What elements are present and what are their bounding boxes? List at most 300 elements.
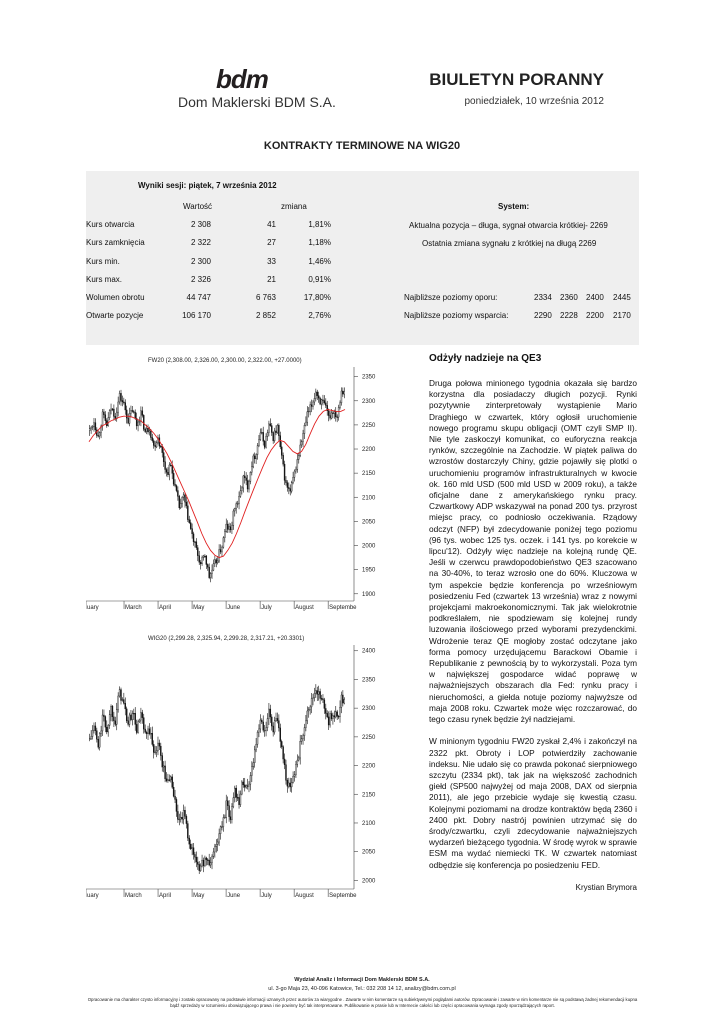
y-tick-label: 2250 bbox=[362, 734, 376, 741]
candle-body bbox=[214, 846, 215, 852]
resistance-value: 2445 bbox=[613, 293, 631, 302]
candle-body bbox=[331, 714, 332, 719]
y-tick-label: 2100 bbox=[362, 495, 376, 502]
candle-body bbox=[268, 709, 269, 719]
candle-body bbox=[109, 410, 110, 417]
x-tick-label: uary bbox=[87, 605, 99, 611]
bulletin-date: poniedziałek, 10 września 2012 bbox=[464, 96, 604, 107]
resistance-label: Najbliższe poziomy oporu: bbox=[404, 293, 498, 302]
candle-body bbox=[172, 465, 173, 473]
candle-body bbox=[231, 525, 232, 529]
candle-body bbox=[335, 712, 336, 717]
candle-body bbox=[283, 747, 284, 759]
results-cell-value: 2 326 bbox=[190, 275, 211, 284]
x-tick-label: May bbox=[193, 605, 205, 611]
candle-body bbox=[244, 785, 245, 787]
chart-svg bbox=[86, 631, 378, 911]
candle-body bbox=[156, 443, 157, 447]
candle-body bbox=[156, 750, 157, 752]
candle-body bbox=[230, 817, 231, 820]
candle-body bbox=[196, 542, 197, 548]
wig20-chart bbox=[86, 631, 378, 911]
candle-body bbox=[293, 477, 294, 482]
bulletin-title: BIULETYN PORANNY bbox=[429, 70, 604, 89]
candle-body bbox=[203, 556, 204, 557]
candle-body bbox=[258, 729, 259, 732]
candle-body bbox=[344, 391, 345, 394]
candle-body bbox=[196, 857, 197, 862]
candle-body bbox=[89, 739, 90, 740]
candle-body bbox=[283, 455, 284, 464]
results-cell-change: 2 852 bbox=[255, 311, 276, 320]
x-tick-label: March bbox=[125, 893, 142, 899]
company-logo bbox=[178, 64, 336, 114]
candle-body bbox=[216, 560, 217, 563]
candle-body bbox=[244, 476, 245, 478]
candle-body bbox=[288, 487, 289, 488]
results-cell-pct: 1,18% bbox=[308, 238, 331, 247]
column-header-value: Wartość bbox=[183, 202, 213, 211]
candle-body bbox=[155, 752, 156, 753]
candle-body bbox=[303, 434, 304, 442]
candle-body bbox=[284, 759, 285, 765]
candle-body bbox=[280, 436, 281, 447]
candle-body bbox=[287, 780, 288, 786]
candle-body bbox=[93, 423, 94, 427]
candle-body bbox=[133, 713, 134, 714]
candle-body bbox=[194, 854, 195, 857]
candle-body bbox=[250, 776, 251, 785]
candle-body bbox=[261, 720, 262, 722]
candle-body bbox=[118, 696, 119, 710]
candle-body bbox=[224, 531, 225, 537]
candle-body bbox=[236, 788, 237, 797]
candle-body bbox=[172, 777, 173, 787]
candle-body bbox=[103, 412, 104, 415]
candle-body bbox=[202, 860, 203, 866]
candle-body bbox=[304, 728, 305, 736]
candle-body bbox=[233, 511, 234, 525]
article-paragraph: W minionym tygodniu FW20 zyskał 2,4% i zakończył na 2322 pkt. Obroty i LOP potwierdziły zachowanie indeksu. Nie udało się co prawda pokonać sierpniowego szczytu (2334 pkt), tak jak na większość zachodnich giełd (SP500 najwyżej od maja 2008, DAX od sierpnia 2011), ale jego przebicie wydaje się kwestią czasu. Kolejnymi poziomami na drodze kontraktów będą 2360 i 2400 pkt. Dobry nastrój powinien utrzymać się do środy/czwartku, czyli zdecydowanie najważniejszych wydarzeń bieżącego tygodnia. W środę wyrok w sprawie ESM ma wydać niemiecki TK. W czwartek natomiast odbędzie się konferencja po posiedzeniu FED. bbox=[429, 736, 637, 870]
candle-body bbox=[278, 721, 279, 728]
candle-body bbox=[209, 567, 210, 578]
candle-body bbox=[268, 424, 269, 433]
candle-body bbox=[307, 711, 308, 721]
candle-body bbox=[165, 462, 166, 470]
y-tick-label: 2000 bbox=[362, 878, 376, 885]
candle-body bbox=[185, 810, 186, 816]
footer-disclaimer: Opracowanie ma charakter czysto informacyjny i zostało opracowany na podstawie informacji uznanych przez autorów za wiarygodne . Zawarte w nim komentarze są subiektywnymi poglądami autorów. Opracowanie i zawarte w nim komentarze nie są podstawą żadnej rekomendacji kupna bądź sprzedaży w rozumieniu obowiązującego prawa i nie powinny być tak interpretowane. Publikowanie w prasie lub w Internecie całości lub części opracowania wymaga zgody sporządzających raport. bbox=[87, 997, 638, 1008]
results-cell-change: 27 bbox=[267, 238, 276, 247]
candle-body bbox=[224, 817, 225, 818]
candle-body bbox=[288, 783, 289, 786]
candle-body bbox=[264, 441, 265, 447]
candle-body bbox=[175, 484, 176, 485]
candle-body bbox=[223, 538, 224, 547]
x-tick-label: June bbox=[227, 893, 241, 899]
candle-body bbox=[270, 709, 271, 717]
candle-body bbox=[337, 417, 338, 418]
results-heading: Wyniki sesji: piątek, 7 września 2012 bbox=[138, 181, 277, 190]
article-title: Odżyły nadzieje na QE3 bbox=[429, 353, 542, 364]
candle-body bbox=[209, 860, 210, 865]
candle-body bbox=[264, 730, 265, 731]
chart-svg bbox=[86, 353, 378, 623]
candle-body bbox=[169, 465, 170, 475]
candle-body bbox=[311, 698, 312, 706]
candle-body bbox=[152, 733, 153, 744]
y-tick-label: 2200 bbox=[362, 763, 376, 770]
candle-body bbox=[253, 456, 254, 467]
candle-body bbox=[318, 691, 319, 694]
candle-body bbox=[227, 801, 228, 806]
candle-body bbox=[102, 715, 103, 731]
candle-body bbox=[177, 491, 178, 497]
candle-body bbox=[303, 736, 304, 739]
candle-body bbox=[276, 718, 277, 720]
candle-body bbox=[140, 411, 141, 421]
candle-body bbox=[300, 445, 301, 455]
candle-body bbox=[145, 429, 146, 431]
section-title: KONTRAKTY TERMINOWE NA WIG20 bbox=[263, 140, 461, 152]
candle-body bbox=[130, 411, 131, 414]
candle-body bbox=[287, 483, 288, 488]
candle-body bbox=[106, 727, 107, 732]
y-tick-label: 2050 bbox=[362, 519, 376, 526]
candle-body bbox=[102, 412, 103, 426]
chart-title: FW20 (2,308.00, 2,326.00, 2,300.00, 2,322.00, +27.0000) bbox=[148, 358, 302, 364]
candle-body bbox=[220, 550, 221, 552]
candle-body bbox=[135, 412, 136, 418]
candle-body bbox=[132, 411, 133, 412]
results-cell-change: 33 bbox=[267, 257, 276, 266]
candle-body bbox=[320, 691, 321, 698]
candle-body bbox=[101, 731, 102, 733]
candle-body bbox=[138, 722, 139, 733]
candle-body bbox=[341, 695, 342, 707]
results-cell-change: 21 bbox=[267, 275, 276, 284]
candle-body bbox=[294, 775, 295, 776]
candle-body bbox=[122, 700, 123, 701]
candle-body bbox=[301, 442, 302, 445]
fw20-chart bbox=[86, 353, 378, 623]
candle-body bbox=[125, 403, 126, 410]
candle-body bbox=[295, 469, 296, 471]
candle-body bbox=[219, 834, 220, 842]
candle-body bbox=[99, 733, 100, 747]
candle-body bbox=[212, 570, 213, 573]
chart-title: WIG20 (2,299.28, 2,325.94, 2,299.28, 2,317.21, +20.3301) bbox=[148, 636, 305, 642]
candle-body bbox=[241, 782, 242, 794]
candle-body bbox=[183, 810, 184, 819]
candle-body bbox=[226, 524, 227, 531]
candle-body bbox=[204, 858, 205, 866]
candle-body bbox=[125, 703, 126, 709]
candle-body bbox=[277, 718, 278, 720]
candle-body bbox=[128, 418, 129, 423]
candle-body bbox=[318, 396, 319, 398]
candle-body bbox=[270, 424, 271, 426]
candle-body bbox=[322, 699, 323, 700]
candle-body bbox=[89, 429, 90, 431]
candle-body bbox=[91, 427, 92, 429]
candle-body bbox=[263, 722, 264, 730]
candle-body bbox=[91, 736, 92, 738]
candle-body bbox=[193, 848, 194, 855]
candle-body bbox=[324, 401, 325, 403]
candle-body bbox=[99, 433, 100, 436]
candle-body bbox=[254, 750, 255, 763]
candle-body bbox=[298, 455, 299, 459]
candle-body bbox=[202, 557, 203, 563]
candle-body bbox=[281, 447, 282, 455]
candle-body bbox=[274, 721, 275, 732]
candle-body bbox=[243, 782, 244, 785]
candle-body bbox=[142, 411, 143, 416]
candle-body bbox=[189, 520, 190, 523]
candle-body bbox=[260, 720, 261, 729]
candle-body bbox=[267, 433, 268, 437]
candle-body bbox=[331, 413, 332, 418]
candle-body bbox=[123, 402, 124, 403]
candle-body bbox=[219, 550, 220, 561]
candle-body bbox=[314, 693, 315, 698]
y-tick-label: 2050 bbox=[362, 849, 376, 856]
candle-body bbox=[231, 807, 232, 820]
candle-body bbox=[305, 422, 306, 425]
candle-body bbox=[111, 409, 112, 410]
candle-body bbox=[258, 440, 259, 446]
candle-body bbox=[311, 405, 312, 407]
candle-body bbox=[266, 728, 267, 730]
candle-body bbox=[121, 690, 122, 701]
candle-body bbox=[108, 725, 109, 732]
candle-body bbox=[290, 783, 291, 787]
resistance-value: 2334 bbox=[534, 293, 552, 302]
candle-body bbox=[167, 472, 168, 475]
candle-body bbox=[140, 713, 141, 720]
candle-body bbox=[325, 403, 326, 406]
candle-body bbox=[157, 743, 158, 750]
candle-body bbox=[276, 431, 277, 433]
candle-body bbox=[324, 700, 325, 709]
candle-body bbox=[221, 547, 222, 552]
candle-body bbox=[322, 400, 323, 401]
candle-body bbox=[105, 717, 106, 727]
candle-body bbox=[207, 564, 208, 567]
candle-body bbox=[266, 436, 267, 447]
candle-body bbox=[257, 446, 258, 455]
y-tick-label: 2300 bbox=[362, 706, 376, 713]
candle-body bbox=[95, 423, 96, 430]
x-tick-label: August bbox=[295, 893, 314, 899]
candle-body bbox=[200, 562, 201, 564]
candle-body bbox=[146, 732, 147, 734]
candle-body bbox=[92, 426, 93, 427]
candle-body bbox=[203, 860, 204, 866]
candle-body bbox=[249, 481, 250, 489]
y-tick-label: 2350 bbox=[362, 677, 376, 684]
candle-body bbox=[321, 400, 322, 404]
candle-body bbox=[338, 407, 339, 417]
x-tick-label: March bbox=[125, 605, 142, 611]
candle-body bbox=[341, 391, 342, 403]
candle-body bbox=[294, 471, 295, 477]
candle-body bbox=[92, 730, 93, 736]
candle-body bbox=[301, 739, 302, 742]
candle-body bbox=[121, 393, 122, 400]
candle-body bbox=[98, 739, 99, 747]
candle-body bbox=[220, 827, 221, 834]
candle-body bbox=[126, 410, 127, 418]
candle-body bbox=[145, 729, 146, 732]
candle-body bbox=[199, 556, 200, 563]
candle-body bbox=[240, 491, 241, 497]
candle-body bbox=[103, 715, 104, 717]
candle-body bbox=[308, 411, 309, 412]
candle-body bbox=[308, 710, 309, 711]
candle-body bbox=[116, 710, 117, 725]
candle-body bbox=[132, 714, 133, 720]
candle-body bbox=[170, 777, 171, 780]
candle-body bbox=[96, 731, 97, 740]
candle-body bbox=[190, 523, 191, 529]
candle-body bbox=[317, 691, 318, 695]
candle-body bbox=[173, 473, 174, 484]
candle-body bbox=[234, 509, 235, 511]
candle-body bbox=[160, 746, 161, 755]
candle-body bbox=[98, 435, 99, 436]
candle-body bbox=[263, 432, 264, 441]
candle-body bbox=[340, 707, 341, 716]
results-cell-value: 44 747 bbox=[186, 293, 211, 302]
candle-body bbox=[173, 787, 174, 796]
candle-body bbox=[162, 756, 163, 767]
candle-body bbox=[200, 866, 201, 871]
candle-body bbox=[113, 717, 114, 721]
candle-body bbox=[162, 446, 163, 452]
candle-body bbox=[257, 732, 258, 744]
candle-body bbox=[199, 864, 200, 870]
results-cell-change: 6 763 bbox=[255, 293, 276, 302]
candle-body bbox=[277, 425, 278, 433]
candle-body bbox=[285, 765, 286, 781]
candle-body bbox=[187, 824, 188, 838]
candle-body bbox=[330, 714, 331, 725]
candle-body bbox=[274, 431, 275, 441]
y-tick-label: 2200 bbox=[362, 447, 376, 454]
y-tick-label: 2250 bbox=[362, 422, 376, 429]
candle-body bbox=[182, 497, 183, 503]
candle-body bbox=[176, 486, 177, 491]
candle-body bbox=[330, 416, 331, 419]
candle-body bbox=[249, 784, 250, 786]
candle-body bbox=[143, 718, 144, 729]
candle-body bbox=[223, 818, 224, 827]
candle-body bbox=[321, 698, 322, 699]
candle-body bbox=[126, 709, 127, 721]
candle-body bbox=[93, 726, 94, 730]
resistance-value: 2400 bbox=[586, 293, 604, 302]
candle-body bbox=[260, 433, 261, 440]
footer-address: ul. 3-go Maja 23, 40-096 Katowice, Tel.: 032 208 14 12, analizy@bdm.com.pl bbox=[268, 986, 456, 992]
system-line: Aktualna pozycja – długa, sygnał otwarcia krótkiej- 2269 bbox=[409, 221, 608, 230]
candle-body bbox=[165, 766, 166, 779]
candle-body bbox=[119, 690, 120, 696]
candle-body bbox=[111, 706, 112, 715]
candle-body bbox=[340, 403, 341, 408]
candle-body bbox=[182, 817, 183, 819]
candle-body bbox=[280, 728, 281, 742]
candle-body bbox=[179, 819, 180, 820]
candle-body bbox=[192, 848, 193, 849]
results-cell-label: Wolumen obrotu bbox=[86, 293, 145, 302]
candle-body bbox=[315, 691, 316, 694]
candle-body bbox=[236, 504, 237, 509]
candle-body bbox=[129, 413, 130, 423]
candle-body bbox=[163, 453, 164, 462]
candle-body bbox=[325, 708, 326, 713]
results-cell-pct: 2,76% bbox=[308, 311, 331, 320]
candle-body bbox=[148, 428, 149, 432]
candle-body bbox=[328, 717, 329, 725]
candle-body bbox=[148, 729, 149, 734]
candle-body bbox=[194, 542, 195, 543]
candle-body bbox=[239, 496, 240, 503]
candle-body bbox=[183, 495, 184, 497]
candle-body bbox=[342, 391, 343, 394]
candle-body bbox=[227, 524, 228, 529]
candle-body bbox=[256, 455, 257, 459]
candle-body bbox=[214, 560, 215, 564]
candle-body bbox=[113, 409, 114, 416]
candle-body bbox=[310, 405, 311, 411]
candle-body bbox=[342, 695, 343, 703]
company-name: Dom Maklerski BDM S.A. bbox=[178, 94, 336, 110]
candle-body bbox=[226, 801, 227, 817]
candle-body bbox=[334, 716, 335, 717]
candle-body bbox=[295, 764, 296, 775]
candle-body bbox=[217, 842, 218, 844]
candle-body bbox=[150, 431, 151, 438]
results-cell-value: 2 322 bbox=[190, 238, 211, 247]
candle-body bbox=[153, 744, 154, 752]
footer-department: Wydział Analiz i Informacji Dom Maklerski BDM S.A. bbox=[294, 977, 430, 983]
y-tick-label: 2100 bbox=[362, 820, 376, 827]
candle-body bbox=[221, 827, 222, 828]
candle-body bbox=[278, 425, 279, 435]
candle-body bbox=[206, 556, 207, 564]
candle-body bbox=[160, 446, 161, 447]
y-tick-label: 2000 bbox=[362, 543, 376, 550]
candle-body bbox=[163, 766, 164, 767]
results-cell-value: 106 170 bbox=[182, 311, 211, 320]
candle-body bbox=[197, 862, 198, 864]
results-cell-label: Kurs otwarcia bbox=[86, 220, 135, 229]
logo-mark: bdm bbox=[216, 64, 268, 94]
candle-body bbox=[253, 763, 254, 767]
candle-body bbox=[119, 393, 120, 402]
y-tick-label: 2150 bbox=[362, 471, 376, 478]
candle-body bbox=[337, 712, 338, 717]
resistance-value: 2360 bbox=[560, 293, 578, 302]
x-tick-label: June bbox=[227, 605, 241, 611]
results-cell-pct: 1,81% bbox=[308, 220, 331, 229]
candle-body bbox=[305, 721, 306, 728]
x-tick-label: July bbox=[261, 893, 272, 899]
candle-body bbox=[334, 412, 335, 414]
article-author: Krystian Brymora bbox=[575, 883, 637, 892]
